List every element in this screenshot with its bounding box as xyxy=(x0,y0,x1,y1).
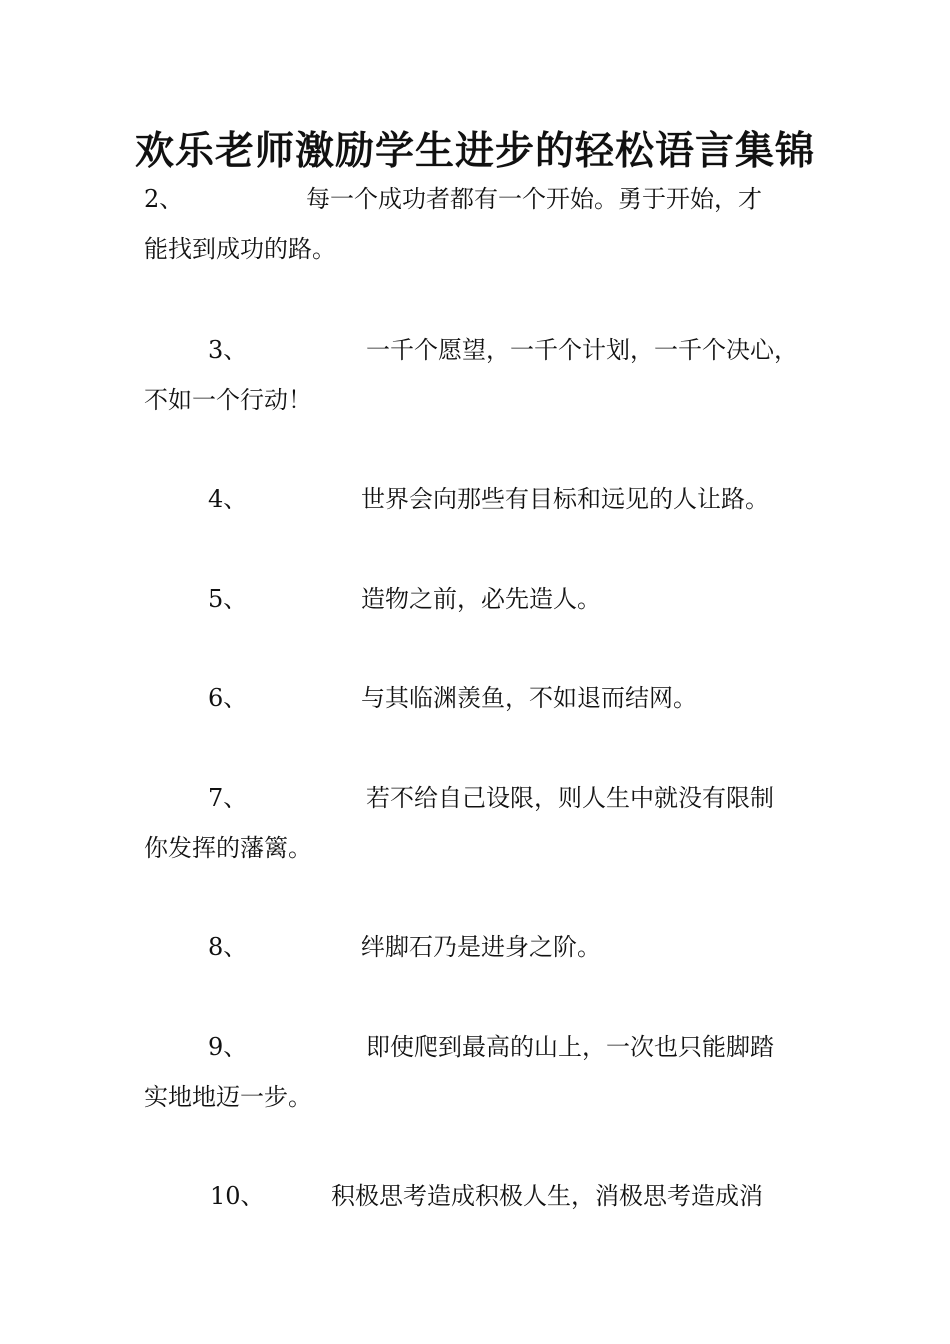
item-text: 即使爬到最高的山上，一次也只能脚踏 xyxy=(366,1033,774,1061)
item-number: 4、 xyxy=(208,485,248,513)
item-number: 7、 xyxy=(208,784,248,812)
item-text: 一千个愿望，一千个计划，一千个决心， xyxy=(366,336,798,364)
item-text: 若不给自己设限，则人生中就没有限制 xyxy=(366,784,774,812)
item-text: 与其临渊羡鱼，不如退而结网。 xyxy=(361,684,697,712)
item-number: 9、 xyxy=(208,1033,248,1061)
item-number: 5、 xyxy=(208,585,248,613)
item-text: 世界会向那些有目标和远见的人让路。 xyxy=(361,485,769,513)
item-number: 2、 xyxy=(144,185,184,213)
document-title: 欢乐老师激励学生进步的轻松语言集锦 xyxy=(134,129,815,174)
item-text: 每一个成功者都有一个开始。勇于开始，才 xyxy=(306,185,762,213)
item-text-continued: 不如一个行动！ xyxy=(144,386,312,414)
item-text-continued: 你发挥的藩篱。 xyxy=(144,834,312,862)
item-text: 积极思考造成积极人生，消极思考造成消 xyxy=(331,1182,763,1210)
item-number: 3、 xyxy=(208,336,248,364)
item-number: 6、 xyxy=(208,684,248,712)
item-text-continued: 实地地迈一步。 xyxy=(144,1083,312,1111)
item-text-continued: 能找到成功的路。 xyxy=(144,235,336,263)
item-text: 绊脚石乃是进身之阶。 xyxy=(361,933,601,961)
item-number: 8、 xyxy=(208,933,248,961)
item-text: 造物之前，必先造人。 xyxy=(361,585,601,613)
item-number: 10、 xyxy=(210,1182,265,1210)
